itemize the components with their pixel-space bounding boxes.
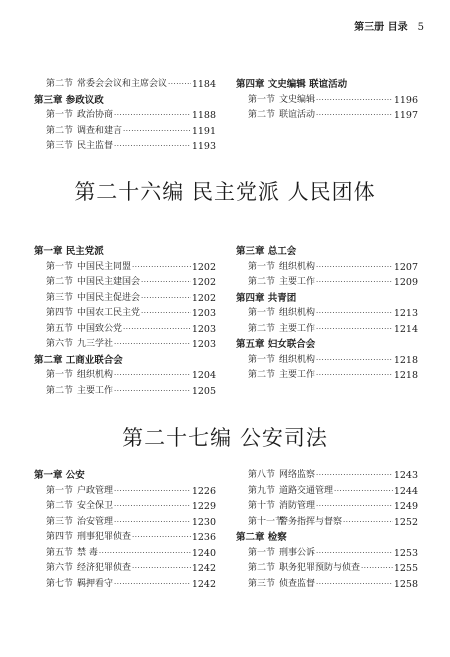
- section-title: 民主监督: [77, 141, 114, 151]
- section-number: 第三节: [46, 141, 74, 151]
- page-ref: 1209: [393, 277, 418, 288]
- section-number: 第四节: [46, 308, 74, 318]
- toc-entry: [34, 384, 216, 400]
- section-number: 第一节: [248, 547, 276, 558]
- dot-leader: [114, 337, 191, 353]
- section-number: 第十一节: [248, 516, 285, 527]
- section-title: 联谊活动: [279, 110, 316, 120]
- page-ref: 1226: [191, 485, 216, 497]
- page-ref: 1193: [191, 141, 216, 152]
- page-ref: 1240: [191, 547, 216, 559]
- section-title: 主要工作: [279, 323, 316, 334]
- toc-entry: [34, 577, 216, 593]
- section-title: 调查和建言: [77, 125, 123, 136]
- section-title: 主要工作: [279, 370, 316, 380]
- section-number: 第二节: [248, 370, 276, 380]
- toc-entry: [34, 108, 216, 124]
- page-ref: 1229: [191, 501, 216, 512]
- section-title: 九三学社: [77, 339, 114, 349]
- toc-column: [34, 468, 216, 592]
- dot-leader: [132, 530, 191, 546]
- part-title: 第二十六编 民主党派 人民团体: [74, 180, 376, 204]
- section-number: 第一节: [46, 261, 74, 272]
- section-number: 第一节: [248, 94, 276, 105]
- chapter-heading: 第四章 共青团: [236, 292, 297, 304]
- section-title: 侦查监督: [279, 578, 316, 589]
- section-title: 主要工作: [77, 385, 114, 396]
- section-title: 常委会会议和主席会议: [77, 79, 168, 89]
- toc-column: [236, 468, 418, 592]
- toc-entry: [236, 275, 418, 291]
- page-ref: 1202: [191, 277, 216, 288]
- toc-entry: [236, 546, 418, 562]
- dot-leader: [141, 275, 191, 291]
- section-title: 组织机构: [77, 370, 114, 380]
- toc-entry: [236, 306, 418, 322]
- dot-leader: [132, 260, 191, 276]
- section-number: 第七节: [46, 578, 74, 589]
- toc-entry: [34, 499, 216, 515]
- dot-leader: [132, 561, 191, 577]
- chapter-heading: 第一章 公安: [34, 470, 85, 481]
- chapter-heading: 第五章 妇女联合会: [236, 339, 316, 350]
- page-ref: 1242: [191, 563, 216, 574]
- section-number: 第二节: [248, 563, 276, 573]
- toc-column: [34, 77, 216, 155]
- section-title: 职务犯罪预防与侦查: [279, 563, 361, 573]
- section-number: 第三节: [248, 578, 276, 589]
- running-head-title: 第三册 目录: [354, 22, 408, 33]
- toc-entry: [236, 499, 418, 515]
- section-title: 经济犯罪侦查: [77, 563, 132, 573]
- page-ref: 1214: [393, 323, 418, 335]
- section-title: 刑事公诉: [279, 547, 316, 558]
- section-number: 第一节: [46, 370, 74, 380]
- section-number: 第一节: [248, 261, 276, 272]
- toc-entry: [236, 561, 418, 577]
- dot-leader: [316, 306, 393, 322]
- section-number: 第五节: [46, 547, 74, 558]
- chapter-heading: 第三章 参政议政: [34, 94, 104, 106]
- chapter-heading: 第四章 文史编辑 联谊活动: [236, 79, 348, 90]
- section-number: 第六节: [46, 563, 74, 573]
- toc-entry: [34, 515, 216, 531]
- section-title: 安全保卫: [77, 501, 114, 511]
- section-number: 第一节: [46, 110, 74, 120]
- section-number: 第八节: [248, 470, 276, 480]
- page-ref: 1249: [393, 501, 418, 512]
- section-number: 第二节: [46, 125, 74, 136]
- toc-entry: [236, 322, 418, 338]
- section-number: 第一节: [248, 308, 276, 318]
- toc-entry: [34, 291, 216, 307]
- toc-entry: [34, 561, 216, 577]
- toc-entry: [236, 515, 418, 531]
- section-title: 网络监察: [279, 470, 316, 480]
- section-number: 第二节: [46, 79, 74, 89]
- page-ref: 1236: [191, 532, 216, 543]
- page-ref: 1242: [191, 578, 216, 590]
- toc-entry: [34, 484, 216, 500]
- toc-entry: [34, 306, 216, 322]
- section-title: 中国农工民主党: [77, 308, 141, 318]
- section-number: 第十节: [248, 501, 276, 511]
- page-ref: 1202: [191, 261, 216, 273]
- page-ref: 1196: [393, 94, 418, 106]
- page-ref: 1258: [393, 578, 418, 590]
- chapter-heading: 第一章 民主党派: [34, 246, 104, 257]
- page-ref: 1218: [393, 354, 418, 366]
- toc-entry: [236, 577, 418, 593]
- part-title: 第二十七编 公安司法: [122, 426, 328, 450]
- dot-leader: [316, 468, 393, 484]
- section-title: 文史编辑: [279, 94, 316, 105]
- section-title: 警务指挥与督察: [279, 516, 343, 527]
- chapter-heading: 第三章 总工会: [236, 246, 297, 257]
- section-title: 禁 毒: [77, 547, 98, 558]
- toc-entry: [34, 368, 216, 384]
- section-title: 治安管理: [77, 516, 114, 527]
- dot-leader: [316, 260, 393, 276]
- toc-entry: [34, 275, 216, 291]
- toc-entry: [34, 530, 216, 546]
- section-title: 中国民主促进会: [77, 292, 141, 303]
- dot-leader: [114, 484, 191, 500]
- dot-leader: [123, 124, 191, 140]
- section-number: 第六节: [46, 339, 74, 349]
- page-ref: 1243: [393, 470, 418, 481]
- page-ref: 1218: [393, 370, 418, 381]
- toc-column: [236, 244, 418, 384]
- section-title: 户政管理: [77, 485, 114, 496]
- section-number: 第三节: [46, 292, 74, 303]
- toc-entry: [236, 484, 418, 500]
- section-number: 第二节: [46, 277, 74, 287]
- section-number: 第二节: [46, 501, 74, 511]
- dot-leader: [141, 306, 191, 322]
- section-number: 第四节: [46, 532, 74, 542]
- toc-entry: [34, 546, 216, 562]
- toc-entry: [236, 468, 418, 484]
- dot-leader: [316, 499, 393, 515]
- section-number: 第三节: [46, 516, 74, 527]
- chapter-heading: 第二章 检察: [236, 532, 287, 543]
- section-title: 主要工作: [279, 277, 316, 287]
- section-title: 政治协商: [77, 110, 114, 120]
- toc-entry: [34, 139, 216, 155]
- section-title: 组织机构: [279, 354, 316, 365]
- page-ref: 1252: [393, 516, 418, 528]
- page-ref: 1184: [191, 79, 216, 90]
- page-ref: 1213: [393, 308, 418, 319]
- dot-leader: [316, 368, 393, 384]
- section-title: 羁押看守: [77, 578, 114, 589]
- dot-leader: [334, 484, 393, 500]
- toc-entry: [236, 353, 418, 369]
- section-title: 刑事犯罪侦查: [77, 532, 132, 542]
- page-ref: 1203: [191, 323, 216, 335]
- toc-entry: [236, 368, 418, 384]
- page-ref: 1188: [191, 110, 216, 121]
- toc-column: [236, 77, 418, 124]
- section-title: 中国民主同盟: [77, 261, 132, 272]
- dot-leader: [114, 384, 191, 400]
- page-ref: 1197: [393, 110, 418, 121]
- dot-leader: [114, 139, 191, 155]
- dot-leader: [316, 275, 393, 291]
- toc-entry: [34, 260, 216, 276]
- toc-entry: [34, 337, 216, 353]
- dot-leader: [99, 546, 191, 562]
- dot-leader: [316, 108, 393, 124]
- toc-entry: [34, 124, 216, 140]
- section-number: 第五节: [46, 323, 74, 334]
- dot-leader: [343, 515, 393, 531]
- page-ref: 1230: [191, 516, 216, 528]
- dot-leader: [361, 561, 393, 577]
- section-title: 中国致公党: [77, 323, 123, 334]
- page-ref: 1207: [393, 261, 418, 273]
- page-ref: 1204: [191, 370, 216, 381]
- section-title: 消防管理: [279, 501, 316, 511]
- section-number: 第二节: [248, 277, 276, 287]
- page-ref: 1255: [393, 563, 418, 574]
- page-ref: 1191: [191, 125, 216, 137]
- section-number: 第一节: [46, 485, 74, 496]
- page-ref: 1244: [393, 485, 418, 497]
- section-title: 组织机构: [279, 308, 316, 318]
- section-number: 第二节: [248, 323, 276, 334]
- dot-leader: [114, 368, 191, 384]
- section-number: 第二节: [248, 110, 276, 120]
- toc-entry: [34, 77, 216, 93]
- dot-leader: [114, 108, 191, 124]
- section-number: 第一节: [248, 354, 276, 365]
- section-title: 中国民主建国会: [77, 277, 141, 287]
- dot-leader: [168, 77, 191, 93]
- dot-leader: [316, 322, 393, 338]
- toc-entry: [236, 108, 418, 124]
- dot-leader: [316, 353, 393, 369]
- page-ref: 1203: [191, 339, 216, 350]
- dot-leader: [114, 577, 191, 593]
- dot-leader: [114, 515, 191, 531]
- page-ref: 1205: [191, 385, 216, 397]
- section-number: 第九节: [248, 485, 276, 496]
- dot-leader: [316, 577, 393, 593]
- toc-entry: [236, 260, 418, 276]
- section-title: 组织机构: [279, 261, 316, 272]
- dot-leader: [123, 322, 191, 338]
- page-ref: 1202: [191, 292, 216, 304]
- section-title: 道路交通管理: [279, 485, 334, 496]
- dot-leader: [316, 546, 393, 562]
- page-ref: 1253: [393, 547, 418, 559]
- toc-entry: [34, 322, 216, 338]
- page-header: [354, 18, 424, 33]
- page-number: 5: [417, 22, 424, 33]
- chapter-heading: 第二章 工商业联合会: [34, 354, 123, 366]
- section-number: 第二节: [46, 385, 74, 396]
- dot-leader: [316, 93, 393, 109]
- dot-leader: [114, 499, 191, 515]
- page-ref: 1203: [191, 308, 216, 319]
- toc-column: [34, 244, 216, 399]
- toc-entry: [236, 93, 418, 109]
- dot-leader: [141, 291, 191, 307]
